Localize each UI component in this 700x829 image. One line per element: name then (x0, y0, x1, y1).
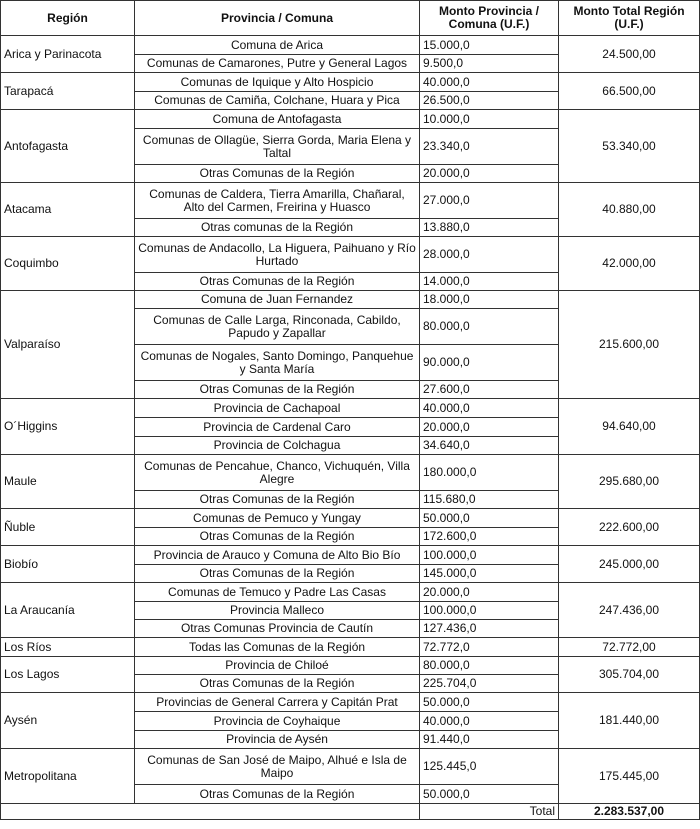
monto-value: 9.500,0 (420, 55, 559, 73)
monto-value: 72.772,0 (420, 638, 559, 657)
comuna-name: Comunas de Caldera, Tierra Amarilla, Chañaral, Alto del Carmen, Freirina y Huasco (135, 183, 420, 219)
monto-value: 127.436,0 (420, 620, 559, 638)
monto-value: 50.000,0 (420, 693, 559, 712)
monto-value: 115.680,0 (420, 491, 559, 509)
region-total: 181.440,00 (559, 693, 700, 749)
monto-value: 145.000,0 (420, 565, 559, 583)
region-name: O´Higgins (1, 399, 135, 455)
comuna-name: Comuna de Juan Fernandez (135, 291, 420, 309)
monto-value: 34.640,0 (420, 437, 559, 455)
monto-value: 225.704,0 (420, 675, 559, 693)
comuna-name: Comunas de San José de Maipo, Alhué e Isla de Maipo (135, 749, 420, 785)
comuna-name: Comuna de Arica (135, 36, 420, 55)
monto-value: 20.000,0 (420, 418, 559, 437)
header-comuna: Provincia / Comuna (135, 1, 420, 36)
region-total: 175.445,00 (559, 749, 700, 804)
comuna-name: Todas las Comunas de la Región (135, 638, 420, 657)
monto-value: 13.880,0 (420, 219, 559, 237)
region-name: Metropolitana (1, 749, 135, 804)
monto-value: 23.340,0 (420, 129, 559, 165)
monto-value: 27.600,0 (420, 381, 559, 399)
comuna-name: Comunas de Iquique y Alto Hospicio (135, 73, 420, 92)
comuna-name: Comunas de Pemuco y Yungay (135, 509, 420, 528)
monto-value: 50.000,0 (420, 785, 559, 804)
comuna-name: Provincia de Colchagua (135, 437, 420, 455)
comuna-name: Comunas de Pencahue, Chanco, Vichuquén, Villa Alegre (135, 455, 420, 491)
comuna-name: Otras Comunas de la Región (135, 675, 420, 693)
region-name: Aysén (1, 693, 135, 749)
comuna-name: Provincia de Cardenal Caro (135, 418, 420, 437)
monto-value: 90.000,0 (420, 345, 559, 381)
monto-value: 100.000,0 (420, 602, 559, 620)
region-name: Coquimbo (1, 237, 135, 291)
comuna-name: Comunas de Ollagüe, Sierra Gorda, Maria Elena y Taltal (135, 129, 420, 165)
table-row (1, 36, 700, 55)
region-total: 40.880,00 (559, 183, 700, 237)
table-row (1, 73, 700, 92)
region-total: 53.340,00 (559, 110, 700, 183)
region-name: Tarapacá (1, 73, 135, 110)
monto-value: 18.000,0 (420, 291, 559, 309)
region-total: 245.000,00 (559, 546, 700, 583)
table-row (1, 110, 700, 129)
monto-value: 40.000,0 (420, 73, 559, 92)
table-row (1, 638, 700, 657)
table-row (1, 749, 700, 785)
comuna-name: Otras Comunas de la Región (135, 528, 420, 546)
monto-value: 50.000,0 (420, 509, 559, 528)
region-total: 215.600,00 (559, 291, 700, 399)
monto-value: 10.000,0 (420, 110, 559, 129)
region-total: 222.600,00 (559, 509, 700, 546)
region-name: Los Lagos (1, 657, 135, 693)
monto-value: 20.000,0 (420, 165, 559, 183)
comuna-name: Comunas de Calle Larga, Rinconada, Cabildo, Papudo y Zapallar (135, 309, 420, 345)
monto-value: 180.000,0 (420, 455, 559, 491)
table-row (1, 399, 700, 418)
region-name: Arica y Parinacota (1, 36, 135, 73)
comuna-name: Otras Comunas de la Región (135, 165, 420, 183)
monto-value: 80.000,0 (420, 309, 559, 345)
table-row (1, 291, 700, 309)
comuna-name: Otras Comunas Provincia de Cautín (135, 620, 420, 638)
header-region: Región (1, 1, 135, 36)
monto-value: 80.000,0 (420, 657, 559, 675)
comuna-name: Provincia de Coyhaique (135, 712, 420, 731)
grand-total-value: 2.283.537,00 (559, 804, 700, 820)
region-name: Los Ríos (1, 638, 135, 657)
comuna-name: Otras Comunas de la Región (135, 785, 420, 804)
comuna-name: Otras Comunas de la Región (135, 491, 420, 509)
comuna-name: Otras Comunas de la Región (135, 273, 420, 291)
monto-value: 172.600,0 (420, 528, 559, 546)
region-total: 72.772,00 (559, 638, 700, 657)
comuna-name: Provincias de General Carrera y Capitán Prat (135, 693, 420, 712)
region-total: 247.436,00 (559, 583, 700, 638)
comuna-name: Provincia de Chiloé (135, 657, 420, 675)
monto-value: 26.500,0 (420, 92, 559, 110)
table-row (1, 455, 700, 491)
comuna-name: Provincia de Arauco y Comuna de Alto Bio Bío (135, 546, 420, 565)
region-name: Maule (1, 455, 135, 509)
region-total: 42.000,00 (559, 237, 700, 291)
comuna-name: Provincia Malleco (135, 602, 420, 620)
region-total: 305.704,00 (559, 657, 700, 693)
comuna-name: Comunas de Andacollo, La Higuera, Paihuano y Río Hurtado (135, 237, 420, 273)
total-blank (1, 804, 420, 820)
total-label: Total (420, 804, 559, 820)
monto-value: 14.000,0 (420, 273, 559, 291)
header-row (1, 1, 700, 36)
total-row (1, 804, 700, 820)
comuna-name: Provincia de Cachapoal (135, 399, 420, 418)
monto-value: 15.000,0 (420, 36, 559, 55)
region-name: La Araucanía (1, 583, 135, 638)
monto-value: 100.000,0 (420, 546, 559, 565)
comuna-name: Provincia de Aysén (135, 731, 420, 749)
comuna-name: Comunas de Camiña, Colchane, Huara y Pica (135, 92, 420, 110)
table-row (1, 657, 700, 675)
region-total: 94.640,00 (559, 399, 700, 455)
header-total: Monto Total Región (U.F.) (559, 1, 700, 36)
region-name: Antofagasta (1, 110, 135, 183)
table-row (1, 509, 700, 528)
region-name: Atacama (1, 183, 135, 237)
comuna-name: Comunas de Temuco y Padre Las Casas (135, 583, 420, 602)
comuna-name: Comunas de Camarones, Putre y General Lagos (135, 55, 420, 73)
table-row (1, 583, 700, 602)
region-total: 24.500,00 (559, 36, 700, 73)
monto-value: 125.445,0 (420, 749, 559, 785)
table-row (1, 546, 700, 565)
monto-value: 20.000,0 (420, 583, 559, 602)
comuna-name: Otras Comunas de la Región (135, 565, 420, 583)
region-name: Biobío (1, 546, 135, 583)
comuna-name: Otras Comunas de la Región (135, 381, 420, 399)
table-row (1, 693, 700, 712)
table-body (1, 36, 700, 804)
region-total: 66.500,00 (559, 73, 700, 110)
monto-value: 40.000,0 (420, 399, 559, 418)
table-row (1, 183, 700, 219)
monto-value: 28.000,0 (420, 237, 559, 273)
comuna-name: Comunas de Nogales, Santo Domingo, Panquehue y Santa María (135, 345, 420, 381)
comuna-name: Comuna de Antofagasta (135, 110, 420, 129)
header-monto: Monto Provincia / Comuna (U.F.) (420, 1, 559, 36)
region-name: Valparaíso (1, 291, 135, 399)
region-total: 295.680,00 (559, 455, 700, 509)
comuna-name: Otras comunas de la Región (135, 219, 420, 237)
monto-value: 91.440,0 (420, 731, 559, 749)
monto-value: 27.000,0 (420, 183, 559, 219)
table-row (1, 237, 700, 273)
monto-value: 40.000,0 (420, 712, 559, 731)
region-name: Ñuble (1, 509, 135, 546)
